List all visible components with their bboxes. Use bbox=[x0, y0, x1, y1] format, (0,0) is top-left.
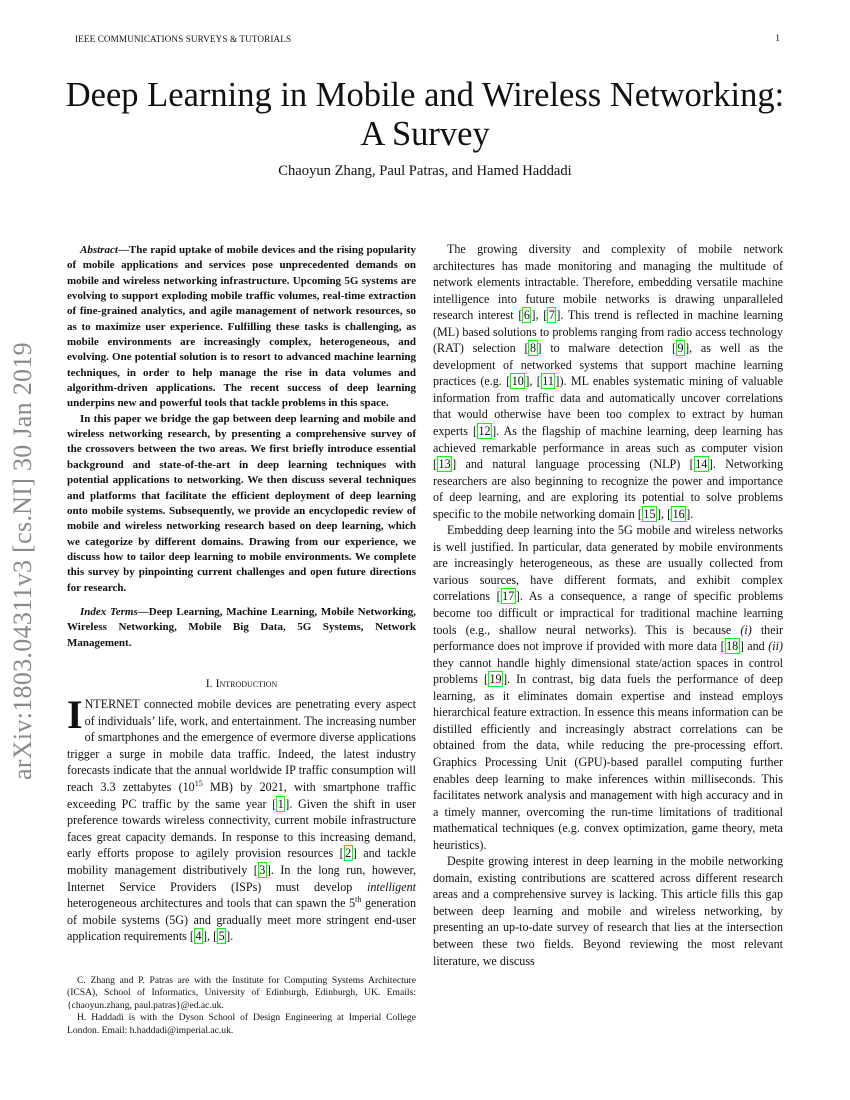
citation-link[interactable]: 3 bbox=[259, 862, 266, 877]
citation-link[interactable]: 13 bbox=[438, 457, 451, 472]
index-terms-text: —Deep Learning, Machine Learning, Mobile Networking, Wireless Networking, Mobile Big Data, 5G Systems, Network Management. bbox=[67, 605, 416, 649]
introduction-paragraph: INTERNET connected mobile devices are penetrating every aspect of individuals’ life, work, and entertainment. The increasing number of smartphones and the emergence of evermore diverse applications trigger a surge in mobile data traffic. Indeed, the latest industry forecasts indicate that the annual worldwide IP traffic consumption will reach 3.3 zettabytes ($10^{15}$ MB) by 2021, with smartphone traffic exceeding PC traffic by the same year [ 1 ]. Given the shift in user preference towards wireless connectivity, current mobile infrastructure faces great capacity demands. In response to this increasing demand, early efforts propose to agilely provision resources [ 2 ] and tackle mobility management distributively [ 3 ]. In the long run, however, Internet Service Providers (ISPs) must develop intelligent heterogeneous architectures and tools that can spawn the 5th generation of mobile systems (5G) and gradually meet more stringent end-user application requirements [ 4 ], [ 5 ]. bbox=[67, 692, 417, 944]
citation-link[interactable]: 18 bbox=[726, 639, 739, 654]
abstract bbox=[67, 243, 416, 651]
page-number: 1 bbox=[775, 34, 780, 44]
citation-link[interactable]: 19 bbox=[489, 672, 502, 687]
body-paragraph: Embedding deep learning into the 5G mobile and wireless networks is well justified. In particular, data generated by mobile environments are increasingly heterogeneous, as these are usually collected from various sources, have different formats, and exhibit complex correlations [ 17 ]. As a consequence, a range of specific problems become too difficult or impractical for traditional machine learning tools (e.g., shallow neural networks). This is because (i) their performance does not improve if provided with more data [ 18 ] and (ii) they cannot handle highly dimensional state/action spaces in control problems [ 19 ]. In contrast, big data fuels the performance of deep learning, as it eliminates domain expertise and instead employs hierarchical feature extraction. In essence this means information can be distilled efficiently and increasingly abstract correlations can be obtained from the data, while reducing the pre-processing effort. Graphics Processing Unit (GPU)-based parallel computing further enables deep learning to make inferences within milliseconds. This facilitates network analysis and management with high accuracy and in a timely manner, overcoming the run-time limitations of traditional mathematical techniques (e.g. convex optimization, game theory, meta heuristics). bbox=[433, 523, 784, 852]
abstract-label: Abstract bbox=[80, 244, 118, 256]
index-terms-label: Index Terms bbox=[80, 605, 138, 618]
citation-link[interactable]: 12 bbox=[478, 424, 491, 439]
citation-link[interactable]: 15 bbox=[643, 506, 656, 521]
body-paragraph: The growing diversity and complexity of mobile network architectures has made monitoring and managing the multitude of network elements intractable. Therefore, embedding versatile machine intelligence into future mobile networks is drawing unparalleled research interest [ 6 ], [ 7 ]. This trend is reflected in machine learning (ML) based solutions to problems ranging from radio access technology (RAT) selection [ 8 ] to malware detection [ 9 ], as well as the development of networked systems that support machine learning practices (e.g. [ 10 ], [ 11 ]). ML enables systematic mining of valuable information from traffic data and automatically uncover correlations that would otherwise have been too complex to extract by human experts [ 12 ]. As the flagship of machine learning, deep learning has achieved remarkable performance in areas such as computer vision [ 13 ] and natural language processing (NLP) [ 14 ]. Networking researchers are also beginning to recognize the power and importance of deep learning, and are exploring its potential to solve problems specific to the mobile networking domain [ 15 ], [ 16 ]. bbox=[433, 242, 783, 521]
citation-link[interactable]: 11 bbox=[542, 374, 554, 389]
citation-link[interactable]: 2 bbox=[345, 846, 352, 861]
title-line-2: A Survey bbox=[360, 115, 490, 153]
citation-link[interactable]: 7 bbox=[548, 308, 555, 323]
right-column bbox=[433, 241, 783, 969]
citation-link[interactable]: 6 bbox=[523, 308, 530, 323]
section-heading-introduction bbox=[67, 676, 416, 691]
abstract-text-1: —The rapid uptake of mobile devices and the rising popularity of mobile applications and services pose unprecedented demands on mobile and wireless networking infrastructure. Upcoming 5G systems are evolving to support exploding mobile traffic volumes, real-time extraction of fine-grained analytics, and agile management of network resources, so as to maximize user experience. Fulfilling these tasks is challenging, as mobile environments are increasingly complex, heterogeneous, and evolving. One potential solution is to resort to advanced machine learning techniques, in order to help manage the rise in data volumes and algorithm-driven applications. The recent success of deep learning underpins new and powerful tools that tackle problems in this space. bbox=[67, 244, 416, 410]
affiliation-footnotes bbox=[67, 975, 416, 1037]
citation-link[interactable]: 5 bbox=[218, 929, 225, 944]
arxiv-stamp: arXiv:1803.04311v3 [cs.NI] 30 Jan 2019 bbox=[8, 342, 37, 780]
section-title: Introduction bbox=[215, 676, 278, 690]
citation-link[interactable]: 10 bbox=[511, 374, 524, 389]
running-head: IEEE COMMUNICATIONS SURVEYS & TUTORIALS bbox=[75, 34, 292, 44]
paper-title bbox=[0, 76, 850, 154]
index-terms bbox=[67, 605, 416, 651]
abstract-paragraph-2: In this paper we bridge the gap between deep learning and mobile and wireless networking research, by presenting a comprehensive survey of the crossovers between the two areas. We first briefly introduce essential background and state-of-the-art in deep learning techniques with potential applications to networking. We then discuss several techniques and platforms that facilitate the efficient deployment of deep learning onto mobile systems. Subsequently, we provide an encyclopedic review of mobile and wireless networking research based on deep learning, which we categorize by different domains. Drawing from our experience, we discuss how to tailor deep learning to mobile environments. We complete this survey by pinpointing current challenges and open future directions for research. bbox=[67, 412, 416, 594]
citation-link[interactable]: 17 bbox=[502, 589, 515, 604]
abstract-paragraph-1 bbox=[67, 243, 416, 412]
citation-link[interactable]: 14 bbox=[695, 457, 708, 472]
citation-link[interactable]: 8 bbox=[529, 341, 537, 356]
footnote-haddadi: H. Haddadi is with the Dyson School of Design Engineering at Imperial College London. Email: h.haddadi@imperial.ac.uk. bbox=[67, 1012, 416, 1036]
citation-link[interactable]: 9 bbox=[677, 341, 684, 356]
footnote-zhang-patras: C. Zhang and P. Patras are with the Institute for Computing Systems Architecture (ICSA), School of Informatics, University of Edinburgh, Edinburgh, UK. Emails: {chaoyun.zhang, paul.patras}@ed.ac.uk. bbox=[67, 975, 416, 1011]
body-paragraph: Despite growing interest in deep learning in the mobile networking domain, existing contributions are scattered across different research areas and a comprehensive survey is lacking. This article fills this gap between deep learning and mobile and wireless networking, by presenting an up-to-date survey of research that lies at the intersection between these two fields. Beyond reviewing the most relevant literature, we discuss bbox=[433, 854, 783, 968]
drop-cap: I bbox=[67, 692, 83, 737]
citation-link[interactable]: 1 bbox=[277, 796, 284, 811]
section-number: I. bbox=[205, 676, 213, 690]
citation-link[interactable]: 16 bbox=[672, 506, 685, 521]
author-list: Chaoyun Zhang, Paul Patras, and Hamed Haddadi bbox=[278, 163, 572, 179]
title-line-1: Deep Learning in Mobile and Wireless Networking: bbox=[65, 76, 785, 114]
citation-link[interactable]: 4 bbox=[195, 929, 202, 944]
